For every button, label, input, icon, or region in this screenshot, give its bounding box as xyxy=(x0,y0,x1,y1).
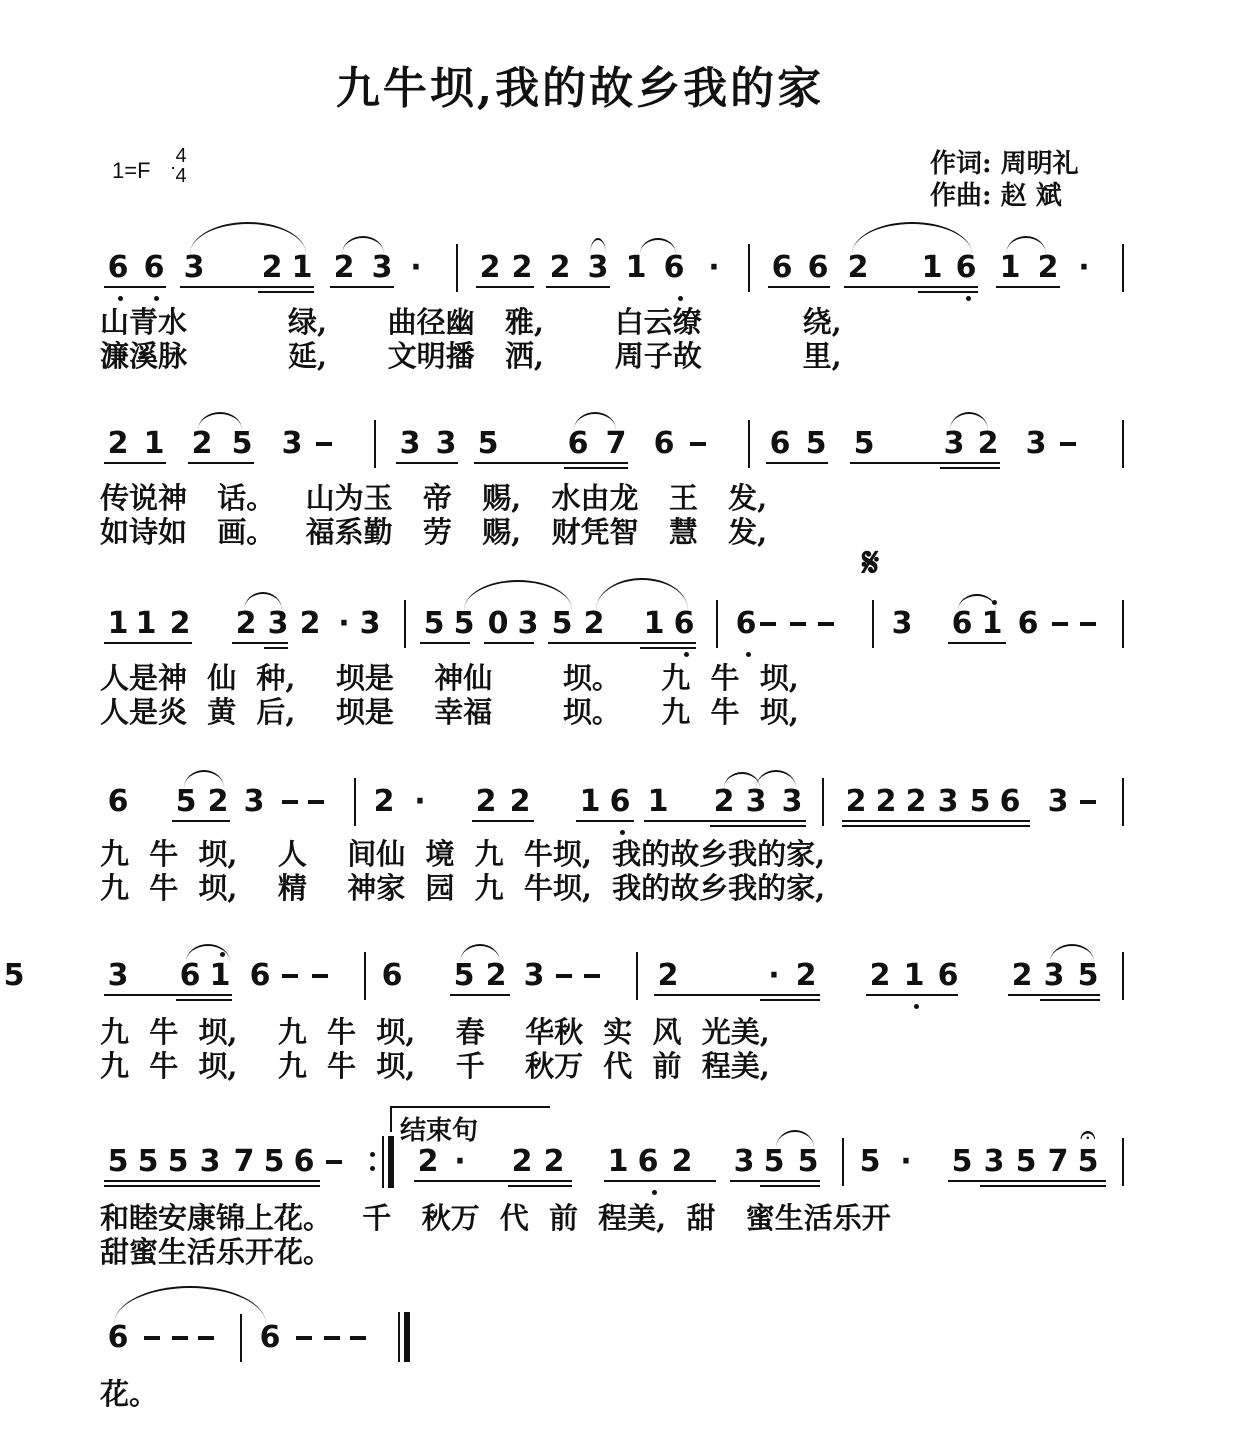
lyric-line: 九 牛 坝, 九 牛 坝, 千 秋万 代 前 程美, xyxy=(100,1049,770,1083)
bar-line xyxy=(822,778,824,826)
note: 6 xyxy=(293,1144,315,1179)
note: 6 xyxy=(107,1320,129,1355)
note: 1 xyxy=(981,606,1003,641)
note: 3 xyxy=(937,784,959,819)
note: 2 xyxy=(417,1144,439,1179)
bar-line xyxy=(1122,244,1124,292)
note: 2 xyxy=(549,250,571,285)
beam-underline xyxy=(420,642,470,644)
note: 2 xyxy=(977,426,999,461)
beam-underline xyxy=(414,1180,572,1182)
note: 7 xyxy=(605,426,627,461)
note: · xyxy=(708,250,720,285)
note: 5 xyxy=(1015,1144,1037,1179)
note: 5 xyxy=(477,426,499,461)
note: 5 xyxy=(167,1144,189,1179)
bar-line xyxy=(636,952,638,1000)
beam-underline xyxy=(866,994,958,996)
lyric-line: 山青水 绿, 曲径幽 雅, 白云缭 绕, xyxy=(100,305,842,339)
beam-underline xyxy=(104,1180,320,1182)
beam-underline xyxy=(842,825,1030,827)
note: 2 xyxy=(511,250,533,285)
note: 6 xyxy=(1017,606,1039,641)
note: 2 xyxy=(869,958,891,993)
note-extension-dash xyxy=(760,622,776,626)
slur xyxy=(1050,944,1094,962)
note: 6 xyxy=(663,250,685,285)
slur xyxy=(342,236,384,254)
note: 6 xyxy=(107,250,129,285)
note: 3 xyxy=(435,426,457,461)
beam-underline xyxy=(980,1185,1106,1187)
beam-underline xyxy=(474,462,628,464)
note: 1 xyxy=(903,958,925,993)
beam-underline xyxy=(172,820,230,822)
note: 1 xyxy=(135,606,157,641)
note: 5 xyxy=(263,1144,285,1179)
note: 5 xyxy=(107,1144,129,1179)
slur xyxy=(852,222,972,254)
note: 6 xyxy=(807,250,829,285)
note-extension-dash xyxy=(1060,442,1076,446)
note: 5 xyxy=(1077,958,1099,993)
note-extension-dash xyxy=(326,1160,342,1164)
time-sig-bottom: 4 xyxy=(175,165,187,187)
note-extension-dash xyxy=(690,442,706,446)
note: 3 xyxy=(243,784,265,819)
slur xyxy=(460,944,500,962)
note: 6 xyxy=(771,250,793,285)
note: 2 xyxy=(485,958,507,993)
note: 2 xyxy=(1037,250,1059,285)
note-extension-dash xyxy=(198,1336,214,1340)
beam-underline xyxy=(654,994,820,996)
note: 6 xyxy=(567,426,589,461)
note: 5 xyxy=(1077,1144,1099,1179)
bar-line xyxy=(716,600,718,648)
composer-credit: 作曲: 赵 斌 xyxy=(930,181,1062,211)
beam-underline xyxy=(710,825,806,827)
note: 2 xyxy=(509,784,531,819)
octave-dot-below xyxy=(652,1190,657,1195)
note: 3 xyxy=(891,606,913,641)
note: 2 xyxy=(875,784,897,819)
note: 5 xyxy=(423,606,445,641)
note-extension-dash xyxy=(312,974,328,978)
lyric-line: 甜蜜生活乐开花。 xyxy=(100,1235,333,1269)
note: 2 xyxy=(333,250,355,285)
beam-underline xyxy=(768,286,830,288)
note: 6 xyxy=(637,1144,659,1179)
beam-underline xyxy=(176,999,232,1001)
note-extension-dash xyxy=(1080,622,1096,626)
beam-underline xyxy=(760,1185,820,1187)
lyric-line: 濂溪脉 延, 文明播 洒, 周子故 里, xyxy=(100,339,842,373)
bar-line xyxy=(364,952,366,1000)
bar-line xyxy=(1122,952,1124,1000)
note: 3 xyxy=(523,958,545,993)
bar-line xyxy=(842,1138,844,1186)
note: 1 xyxy=(921,250,943,285)
final-barline-thick xyxy=(404,1312,410,1362)
note: · xyxy=(338,606,350,641)
note-extension-dash xyxy=(316,442,332,446)
beam-underline xyxy=(104,642,192,644)
note: 0 xyxy=(487,606,509,641)
octave-dot-above xyxy=(992,600,997,605)
note: 7 xyxy=(1047,1144,1069,1179)
note: 2 xyxy=(583,606,605,641)
beam-underline xyxy=(644,820,806,822)
note: 6 xyxy=(999,784,1021,819)
beam-underline xyxy=(104,1185,320,1187)
note: 1 xyxy=(625,250,647,285)
slur xyxy=(640,238,676,254)
fermata-icon: 𝄐 xyxy=(1080,1118,1096,1151)
note-extension-dash xyxy=(584,974,600,978)
note: 5 xyxy=(453,606,475,641)
beam-underline xyxy=(766,462,828,464)
note: 2 xyxy=(511,1144,533,1179)
lyric-line: 九 牛 坝, 九 牛 坝, 春 华秋 实 风 光美, xyxy=(100,1015,770,1049)
note: 5 xyxy=(175,784,197,819)
note: 2 xyxy=(671,1144,693,1179)
note-extension-dash xyxy=(324,1336,340,1340)
bar-line xyxy=(404,600,406,648)
note: 3 xyxy=(587,250,609,285)
note-extension-dash xyxy=(556,974,572,978)
beam-underline xyxy=(760,999,820,1001)
slur xyxy=(590,238,606,254)
note: 2 xyxy=(475,784,497,819)
repeat-barline-thick xyxy=(388,1136,394,1188)
lyric-line: 花。 xyxy=(100,1377,159,1411)
note: 2 xyxy=(261,250,283,285)
slur xyxy=(184,770,224,788)
bar-line xyxy=(1122,600,1124,648)
note: · xyxy=(410,250,422,285)
note: · xyxy=(768,958,780,993)
lyric-line: 人是神 仙 种, 坝是 神仙 坝。 九 牛 坝, xyxy=(100,661,799,695)
octave-dot-above xyxy=(220,952,225,957)
note: 5 xyxy=(951,1144,973,1179)
beam-underline xyxy=(844,286,978,288)
beam-underline xyxy=(948,1180,1106,1182)
slur xyxy=(574,412,616,430)
beam-underline xyxy=(396,462,458,464)
time-sig-top: 4 xyxy=(175,145,187,167)
note: 3 xyxy=(781,784,803,819)
note-extension-dash xyxy=(350,1336,366,1340)
slur xyxy=(244,592,282,610)
note: 5 xyxy=(797,1144,819,1179)
note: 3 xyxy=(745,784,767,819)
beam-underline xyxy=(996,286,1060,288)
beam-underline xyxy=(450,994,510,996)
note: 2 xyxy=(657,958,679,993)
slur xyxy=(776,1130,814,1148)
note: · xyxy=(1078,250,1090,285)
note: 5 xyxy=(853,426,875,461)
beam-underline xyxy=(940,467,1000,469)
bar-line xyxy=(354,778,356,826)
note: 3 xyxy=(267,606,289,641)
repeat-dot xyxy=(370,1152,375,1157)
note-extension-dash xyxy=(308,800,324,804)
note: 2 xyxy=(207,784,229,819)
note: 5 xyxy=(763,1144,785,1179)
beam-underline xyxy=(188,462,254,464)
note: 3 xyxy=(107,958,129,993)
note: 5 xyxy=(969,784,991,819)
beam-underline xyxy=(640,647,696,649)
note: 1 xyxy=(999,250,1021,285)
note: 2 xyxy=(479,250,501,285)
note: 6 xyxy=(609,784,631,819)
beam-underline xyxy=(180,286,314,288)
beam-underline xyxy=(232,642,288,644)
note: 2 xyxy=(373,784,395,819)
note: 3 xyxy=(733,1144,755,1179)
note: 2 xyxy=(107,426,129,461)
note: 2 xyxy=(795,958,817,993)
lyric-line: 传说神 话。 山为玉 帝 赐, 水由龙 王 发, xyxy=(100,481,768,515)
bar-line xyxy=(748,244,750,292)
key-label: 1=F xyxy=(112,158,151,183)
note: 3 xyxy=(281,426,303,461)
note: 2 xyxy=(191,426,213,461)
slur xyxy=(596,578,688,610)
note-extension-dash xyxy=(818,622,834,626)
note: 2 xyxy=(299,606,321,641)
final-barline xyxy=(398,1312,400,1362)
note: 3 xyxy=(983,1144,1005,1179)
note: 3 xyxy=(183,250,205,285)
note: 6 xyxy=(179,958,201,993)
lyric-line: 九 牛 坝, 精 神家 园 九 牛坝, 我的故乡我的家, xyxy=(100,871,826,905)
slur xyxy=(114,1286,266,1324)
note: 5 xyxy=(805,426,827,461)
beam-underline xyxy=(548,642,696,644)
note: 1 xyxy=(143,426,165,461)
slur xyxy=(756,770,796,788)
note: 5 xyxy=(3,958,25,993)
note: 3 xyxy=(943,426,965,461)
slur xyxy=(724,772,760,788)
lyric-line: 和睦安康锦上花。 千 秋万 代 前 程美, 甜 蜜生活乐开 xyxy=(100,1201,891,1235)
slur xyxy=(198,412,242,430)
beam-underline xyxy=(918,291,978,293)
note: 1 xyxy=(643,606,665,641)
bar-line xyxy=(748,420,750,468)
lyric-line: 九 牛 坝, 人 间仙 境 九 牛坝, 我的故乡我的家, xyxy=(100,837,826,871)
note-extension-dash xyxy=(282,974,298,978)
note: 5 xyxy=(137,1144,159,1179)
note-extension-dash xyxy=(282,800,298,804)
note: 3 xyxy=(399,426,421,461)
note: 2 xyxy=(905,784,927,819)
beam-underline xyxy=(104,462,166,464)
note: 7 xyxy=(233,1144,255,1179)
note-extension-dash xyxy=(1052,622,1068,626)
lyric-line: 人是炎 黄 后, 坝是 幸福 坝。 九 牛 坝, xyxy=(100,695,799,729)
note-extension-dash xyxy=(790,622,806,626)
note: 1 xyxy=(107,606,129,641)
bar-line xyxy=(1122,1138,1124,1186)
beam-underline xyxy=(1008,994,1100,996)
note: 1 xyxy=(291,250,313,285)
lyricist-credit: 作词: 周明礼 xyxy=(930,149,1079,179)
note: 5 xyxy=(859,1144,881,1179)
note: 6 xyxy=(955,250,977,285)
note-extension-dash xyxy=(172,1336,188,1340)
note-extension-dash xyxy=(144,1336,160,1340)
beam-underline xyxy=(604,1180,716,1182)
note: 3 xyxy=(199,1144,221,1179)
note: 3 xyxy=(1043,958,1065,993)
beam-underline xyxy=(546,286,610,288)
note: · xyxy=(900,1144,912,1179)
note: 6 xyxy=(769,426,791,461)
time-signature xyxy=(172,146,190,186)
beam-underline xyxy=(842,820,1030,822)
note: 6 xyxy=(259,1320,281,1355)
note-extension-dash xyxy=(296,1336,312,1340)
ending-label: 结束句 xyxy=(400,1116,479,1146)
note: · xyxy=(454,1144,466,1179)
note: 6 xyxy=(735,606,757,641)
note: 6 xyxy=(249,958,271,993)
note: 6 xyxy=(673,606,695,641)
note: 1 xyxy=(607,1144,629,1179)
note: 5 xyxy=(453,958,475,993)
beam-underline xyxy=(576,820,634,822)
beam-underline xyxy=(564,467,628,469)
beam-underline xyxy=(484,642,534,644)
note: 2 xyxy=(169,606,191,641)
note: 1 xyxy=(209,958,231,993)
note: 6 xyxy=(937,958,959,993)
octave-dot-below xyxy=(914,1004,919,1009)
note: 2 xyxy=(235,606,257,641)
note: 3 xyxy=(371,250,393,285)
note: 6 xyxy=(951,606,973,641)
lyric-line: 如诗如 画。 福系勤 劳 赐, 财凭智 慧 发, xyxy=(100,515,768,549)
note: 5 xyxy=(551,606,573,641)
note: 3 xyxy=(359,606,381,641)
note: 1 xyxy=(647,784,669,819)
segno-icon: 𝄋 xyxy=(862,540,880,586)
note: 5 xyxy=(231,426,253,461)
note: 6 xyxy=(143,250,165,285)
beam-underline xyxy=(330,286,394,288)
bar-line xyxy=(1122,420,1124,468)
note: · xyxy=(414,784,426,819)
note: 2 xyxy=(713,784,735,819)
beam-underline xyxy=(508,1185,572,1187)
slur xyxy=(950,412,988,430)
note: 1 xyxy=(579,784,601,819)
slur xyxy=(190,222,306,254)
slur xyxy=(958,594,996,610)
bar-line xyxy=(872,600,874,648)
beam-underline xyxy=(472,820,534,822)
note: 6 xyxy=(653,426,675,461)
bar-line xyxy=(1122,778,1124,826)
note: 3 xyxy=(1025,426,1047,461)
beam-underline xyxy=(104,994,232,996)
note: 2 xyxy=(543,1144,565,1179)
beam-underline xyxy=(1040,999,1100,1001)
credits xyxy=(930,148,1079,212)
slur xyxy=(1006,236,1046,254)
beam-underline xyxy=(104,286,166,288)
repeat-dot xyxy=(370,1166,375,1171)
beam-underline xyxy=(730,1180,820,1182)
song-title: 九牛坝,我的故乡我的家 xyxy=(335,63,825,114)
note-extension-dash xyxy=(1080,800,1096,804)
note: 6 xyxy=(107,784,129,819)
note: 2 xyxy=(1011,958,1033,993)
bar-line xyxy=(374,420,376,468)
note: 2 xyxy=(845,784,867,819)
beam-underline xyxy=(476,286,534,288)
beam-underline xyxy=(850,462,1000,464)
note: 3 xyxy=(1047,784,1069,819)
note: 6 xyxy=(381,958,403,993)
bar-line xyxy=(456,244,458,292)
note: 3 xyxy=(517,606,539,641)
beam-underline xyxy=(948,642,1006,644)
beam-underline xyxy=(264,647,288,649)
repeat-barline xyxy=(382,1136,384,1188)
slur xyxy=(464,580,572,610)
beam-underline xyxy=(258,291,314,293)
note: 2 xyxy=(847,250,869,285)
